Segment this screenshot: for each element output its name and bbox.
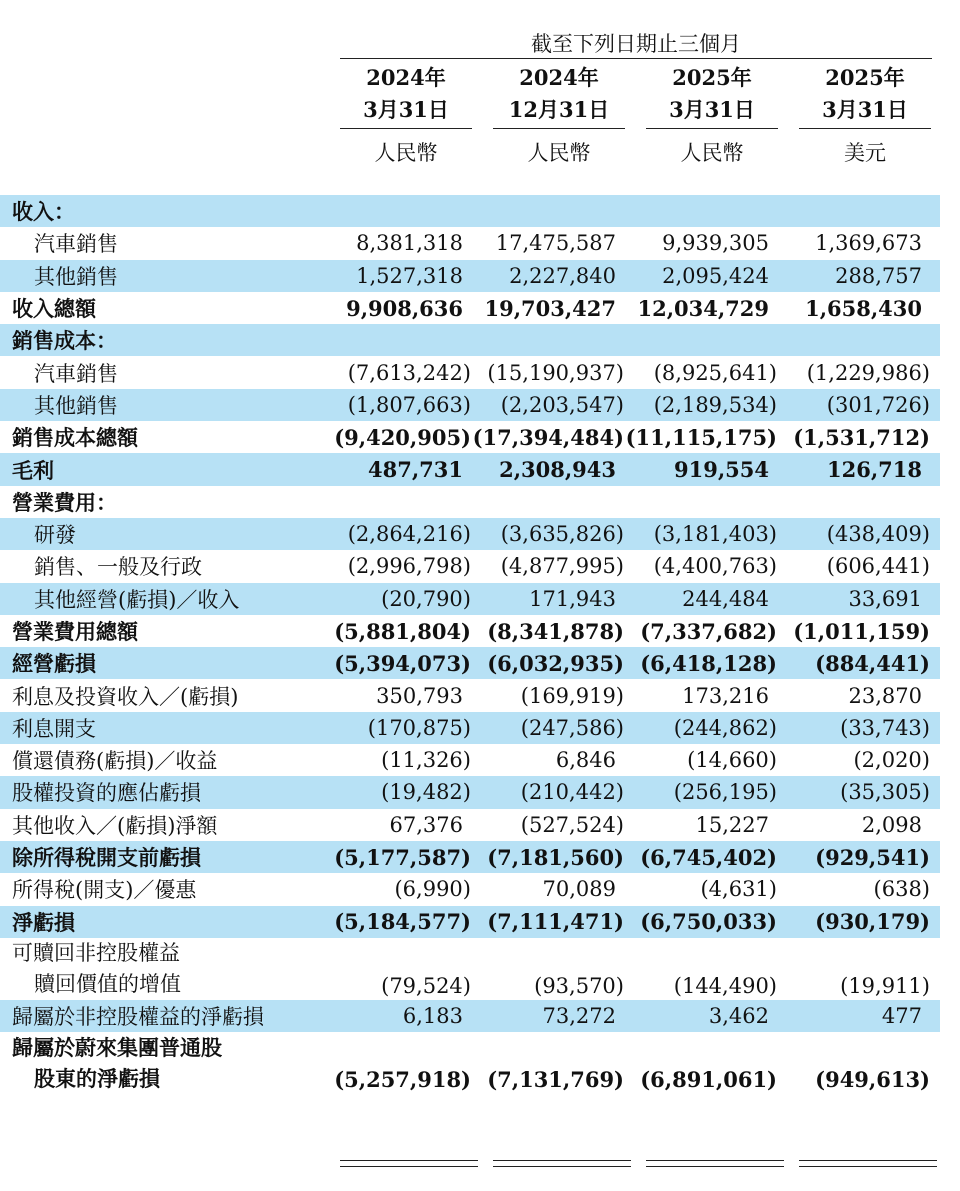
row-label: 汽車銷售 — [34, 232, 118, 257]
table-header — [0, 0, 960, 195]
row-label: 汽車銷售 — [34, 361, 118, 386]
row-value-col-4: (638) — [873, 877, 930, 902]
row-label: 營業費用總額 — [12, 619, 138, 644]
table-row — [0, 873, 940, 905]
column-year: 2025年 — [672, 65, 752, 90]
row-value-col-4: (930,179) — [815, 909, 930, 935]
table-row — [0, 453, 940, 485]
row-label-line-2: 股東的淨虧損 — [34, 1066, 160, 1092]
row-value-col-1: (79,524) — [381, 973, 471, 998]
row-value-col-3: (6,750,033) — [640, 909, 777, 935]
row-label: 銷售成本： — [12, 328, 117, 354]
table-row — [0, 906, 940, 938]
row-value-col-3: (11,115,175) — [625, 424, 777, 450]
row-value-col-1: (9,420,905) — [334, 424, 471, 450]
table-row — [0, 1000, 940, 1032]
row-value-col-4: 288,757 — [835, 263, 922, 288]
row-value-col-4: (1,011,159) — [793, 618, 930, 644]
row-label: 其他銷售 — [34, 393, 118, 418]
row-value-col-3: (144,490) — [673, 973, 777, 998]
row-value-col-2: (210,442) — [520, 780, 624, 805]
row-label: 除所得稅開支前虧損 — [12, 845, 201, 871]
table-row — [0, 421, 940, 453]
row-value-col-4: (19,911) — [840, 973, 930, 998]
row-value-col-2: 73,272 — [542, 1003, 616, 1028]
row-value-col-1: (5,177,587) — [334, 844, 471, 870]
row-value-col-1: (5,881,804) — [334, 618, 471, 644]
row-value-col-4: 2,098 — [861, 812, 922, 837]
table-row — [0, 227, 940, 259]
row-value-col-4: (884,441) — [815, 650, 930, 676]
row-label: 其他銷售 — [34, 264, 118, 289]
row-value-col-1: (5,184,577) — [334, 909, 471, 935]
row-label: 銷售、一般及行政 — [34, 555, 202, 580]
table-row — [0, 292, 940, 324]
column-year: 2025年 — [825, 65, 905, 90]
row-value-col-4: (438,409) — [826, 522, 930, 547]
row-label: 歸屬於非控股權益的淨虧損 — [12, 1004, 264, 1029]
row-value-col-3: 12,034,729 — [637, 295, 769, 321]
row-label: 股權投資的應佔虧損 — [12, 781, 201, 806]
column-header-3 — [646, 62, 778, 169]
column-date: 3月31日 — [822, 97, 908, 122]
table-row — [0, 776, 940, 808]
row-label: 毛利 — [12, 457, 54, 483]
table-row — [0, 841, 940, 873]
row-value-col-3: 2,095,424 — [662, 263, 769, 288]
column-year: 2024年 — [366, 65, 446, 90]
row-value-col-1: (6,990) — [394, 877, 471, 902]
row-value-col-1: (20,790) — [381, 586, 471, 611]
row-value-col-4: 126,718 — [827, 457, 922, 483]
double-underline — [646, 1160, 784, 1167]
column-header-2 — [493, 62, 625, 169]
double-underline — [799, 1160, 937, 1167]
row-label: 收入： — [12, 199, 75, 225]
row-label-line-1: 可贖回非控股權益 — [12, 940, 180, 965]
column-header-4 — [799, 62, 931, 169]
row-value-col-2: (93,570) — [534, 973, 624, 998]
row-value-col-4: (1,229,986) — [806, 360, 930, 385]
row-value-col-4: 33,691 — [848, 586, 922, 611]
row-value-col-2: (3,635,826) — [500, 522, 624, 547]
column-year: 2024年 — [519, 65, 599, 90]
period-rule — [340, 58, 932, 59]
row-label — [12, 1032, 222, 1094]
row-value-col-1: (19,482) — [381, 780, 471, 805]
column-currency: 人民幣 — [680, 141, 744, 165]
row-value-col-4: (1,531,712) — [793, 424, 930, 450]
table-row — [0, 809, 940, 841]
column-date: 3月31日 — [669, 97, 755, 122]
row-value-col-2: (527,524) — [520, 812, 624, 837]
row-label: 利息及投資收入／(虧損) — [12, 684, 239, 709]
column-date: 12月31日 — [508, 97, 610, 122]
row-label: 其他經營(虧損)／收入 — [34, 587, 240, 612]
row-value-col-2: (7,181,560) — [487, 844, 624, 870]
table-row — [0, 938, 940, 1000]
column-currency: 人民幣 — [527, 141, 591, 165]
table-row — [0, 356, 940, 388]
row-value-col-4: (33,743) — [840, 715, 930, 740]
row-label: 研發 — [34, 523, 76, 548]
row-value-col-3: (4,631) — [700, 877, 777, 902]
table-row — [0, 647, 940, 679]
row-value-col-2: 17,475,587 — [495, 231, 616, 256]
row-value-col-1: 8,381,318 — [356, 231, 463, 256]
row-label-line-1: 歸屬於蔚來集團普通股 — [12, 1035, 222, 1061]
column-currency: 人民幣 — [374, 141, 438, 165]
row-value-col-2: (6,032,935) — [487, 650, 624, 676]
row-value-col-2: (15,190,937) — [487, 360, 624, 385]
column-currency: 美元 — [844, 141, 886, 165]
row-value-col-1: 350,793 — [376, 683, 463, 708]
period-heading: 截至下列日期止三個月 — [531, 32, 741, 56]
table-row — [0, 712, 940, 744]
table-row — [0, 615, 940, 647]
row-value-col-1: (170,875) — [367, 715, 471, 740]
row-value-col-1: 487,731 — [368, 457, 463, 483]
table-row — [0, 744, 940, 776]
table-row — [0, 195, 940, 227]
row-value-col-2: 2,227,840 — [509, 263, 616, 288]
row-value-col-1: (2,864,216) — [347, 522, 471, 547]
row-label: 其他收入／(虧損)淨額 — [12, 813, 218, 838]
row-value-col-3: (2,189,534) — [653, 392, 777, 417]
row-value-col-4: (606,441) — [826, 554, 930, 579]
table-row — [0, 389, 940, 421]
row-value-col-3: (6,745,402) — [640, 844, 777, 870]
column-date: 3月31日 — [363, 97, 449, 122]
row-value-col-3: 3,462 — [708, 1003, 769, 1028]
row-value-col-4: 1,369,673 — [815, 231, 922, 256]
row-value-col-3: (256,195) — [673, 780, 777, 805]
row-label: 營業費用： — [12, 489, 117, 515]
row-value-col-2: 70,089 — [542, 877, 616, 902]
row-label: 銷售成本總額 — [12, 425, 138, 451]
column-header-1 — [340, 62, 472, 169]
row-label: 經營虧損 — [12, 651, 96, 677]
row-value-col-1: (11,326) — [381, 748, 471, 773]
table-row — [0, 679, 940, 711]
row-value-col-2: (247,586) — [520, 715, 624, 740]
row-value-col-2: (7,131,769) — [487, 1067, 624, 1093]
row-label: 償還債務(虧損)／收益 — [12, 749, 218, 774]
row-value-col-4: (35,305) — [840, 780, 930, 805]
row-value-col-1: (2,996,798) — [347, 554, 471, 579]
income-statement-rows — [0, 195, 960, 1094]
row-value-col-3: (244,862) — [673, 715, 777, 740]
double-underline — [493, 1160, 631, 1167]
table-row — [0, 1032, 940, 1094]
row-value-col-3: (14,660) — [687, 748, 777, 773]
row-value-col-3: 919,554 — [674, 457, 769, 483]
table-row — [0, 324, 940, 356]
row-value-col-2: 6,846 — [555, 748, 616, 773]
row-value-col-2: (17,394,484) — [472, 424, 624, 450]
row-value-col-1: (5,394,073) — [334, 650, 471, 676]
row-label — [12, 938, 181, 1000]
row-value-col-1: 1,527,318 — [356, 263, 463, 288]
row-value-col-3: 173,216 — [682, 683, 769, 708]
row-label: 利息開支 — [12, 716, 96, 741]
row-value-col-4: (929,541) — [815, 844, 930, 870]
row-value-col-4: (301,726) — [826, 392, 930, 417]
row-value-col-4: 1,658,430 — [805, 295, 922, 321]
row-label-line-2: 贖回價值的增值 — [34, 971, 181, 996]
row-value-col-1: 9,908,636 — [346, 295, 463, 321]
double-underline — [340, 1160, 478, 1167]
row-value-col-1: (1,807,663) — [347, 392, 471, 417]
row-value-col-1: (7,613,242) — [347, 360, 471, 385]
row-value-col-2: (8,341,878) — [487, 618, 624, 644]
table-row — [0, 486, 940, 518]
row-label: 所得稅(開支)／優惠 — [12, 878, 197, 903]
row-value-col-2: (4,877,995) — [500, 554, 624, 579]
row-label: 收入總額 — [12, 296, 96, 322]
row-value-col-4: (2,020) — [853, 748, 930, 773]
row-value-col-2: (7,111,471) — [487, 909, 624, 935]
table-row — [0, 583, 940, 615]
row-value-col-3: (6,418,128) — [640, 650, 777, 676]
row-value-col-3: (3,181,403) — [653, 522, 777, 547]
row-value-col-1: (5,257,918) — [334, 1067, 471, 1093]
row-value-col-3: (8,925,641) — [653, 360, 777, 385]
row-value-col-1: 6,183 — [402, 1003, 463, 1028]
row-value-col-2: (2,203,547) — [500, 392, 624, 417]
table-row — [0, 550, 940, 582]
row-value-col-3: 244,484 — [682, 586, 769, 611]
row-value-col-2: 2,308,943 — [499, 457, 616, 483]
row-value-col-2: 171,943 — [529, 586, 616, 611]
table-row — [0, 518, 940, 550]
row-value-col-1: 67,376 — [389, 812, 463, 837]
row-label: 淨虧損 — [12, 909, 75, 935]
row-value-col-2: (169,919) — [520, 683, 624, 708]
row-value-col-4: 477 — [881, 1003, 922, 1028]
row-value-col-3: (7,337,682) — [640, 618, 777, 644]
row-value-col-3: 9,939,305 — [662, 231, 769, 256]
row-value-col-3: 15,227 — [695, 812, 769, 837]
row-value-col-4: (949,613) — [815, 1067, 930, 1093]
table-row — [0, 260, 940, 292]
row-value-col-4: 23,870 — [848, 683, 922, 708]
row-value-col-3: (4,400,763) — [653, 554, 777, 579]
row-value-col-2: 19,703,427 — [484, 295, 616, 321]
row-value-col-3: (6,891,061) — [640, 1067, 777, 1093]
